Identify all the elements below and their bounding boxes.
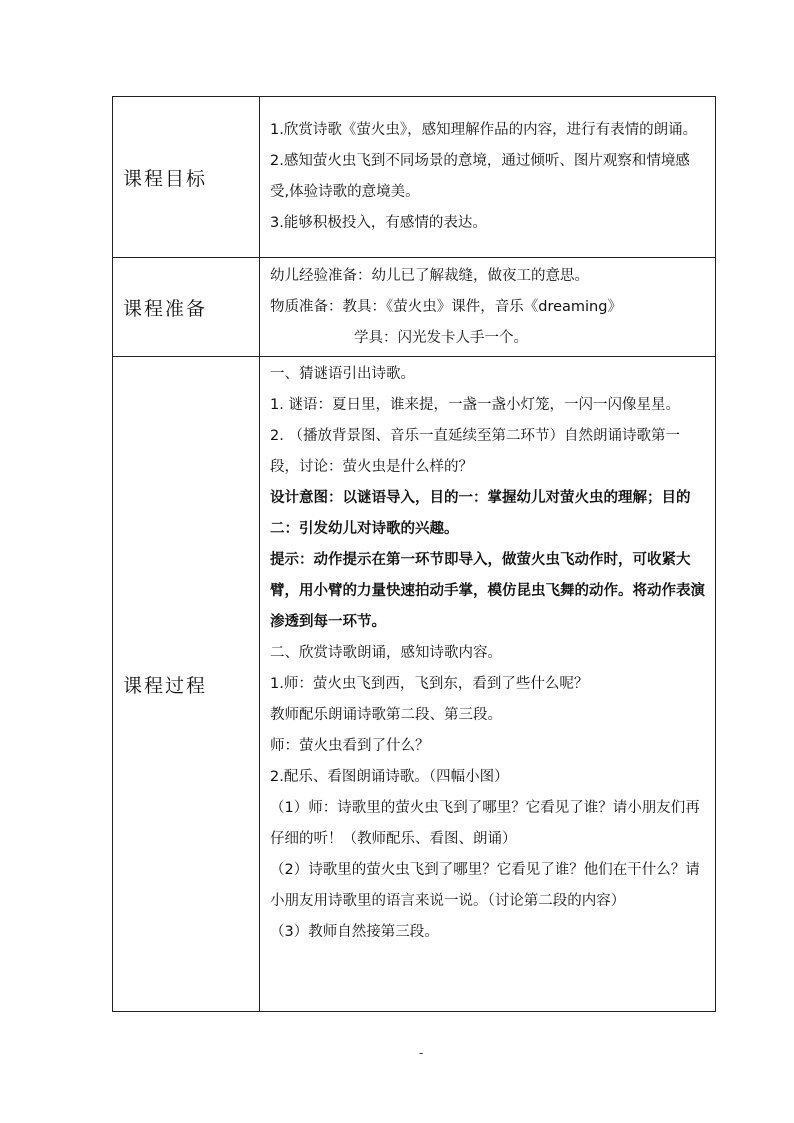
process-line-10: 2.配乐、看图朗诵诗歌。（四幅小图）	[270, 769, 509, 785]
process-line-9: 师：萤火虫看到了什么？	[270, 738, 430, 754]
goal-line-2: 2.感知萤火虫飞到不同场景的意境，通过倾听、图片观察和情境感受,体验诗歌的意境美。	[270, 153, 690, 200]
process-line-2: 1. 谜语：夏日里，谁来提，一盏一盏小灯笼，一闪一闪像星星。	[270, 397, 680, 413]
process-line-13: （3）教师自然接第三段。	[270, 924, 439, 940]
process-line-7: 1.师：萤火虫飞到西，飞到东，看到了些什么呢？	[270, 676, 589, 692]
process-label-cell	[113, 357, 260, 1012]
prep-line-2: 物质准备：教具：《萤火虫》课件，音乐《dreaming》	[270, 298, 622, 315]
lesson-plan-table	[112, 96, 716, 1012]
prep-line-1: 幼儿经验准备：幼儿已了解裁缝，做夜工的意思。	[270, 267, 589, 284]
preparation-label: 课程准备	[123, 297, 208, 320]
process-line-11: （1）师：诗歌里的萤火虫飞到了哪里？它看见了谁？请小朋友们再仔细的听！（教师配乐、看图、朗诵）	[270, 800, 700, 847]
process-line-8: 教师配乐朗诵诗歌第二段、第三段。	[270, 707, 502, 723]
action-tip-text: 提示：动作提示在第一环节即导入，做萤火虫飞动作时，可收紧大臂，用小臂的力量快速拍动手掌，模仿昆虫飞舞的动作。将动作表演渗透到每一环节。	[270, 552, 705, 630]
preparation-label-cell	[113, 258, 260, 357]
goal-line-1: 1.欣赏诗歌《萤火虫》，感知理解作品的内容，进行有表情的朗诵。	[270, 122, 698, 138]
goals-label-cell	[113, 97, 260, 258]
page-number-mark: -	[419, 1046, 424, 1060]
design-intent-text: 设计意图：以谜语导入，目的一：掌握幼儿对萤火虫的理解；目的二：引发幼儿对诗歌的兴趣。	[270, 490, 691, 537]
process-label: 课程过程	[123, 674, 208, 697]
process-line-1: 一、猜谜语引出诗歌。	[270, 366, 415, 382]
goals-label: 课程目标	[123, 167, 208, 190]
process-line-6: 二、欣赏诗歌朗诵，感知诗歌内容。	[270, 645, 502, 661]
process-content-cell	[260, 357, 716, 1012]
preparation-content-cell	[260, 258, 716, 357]
preparation-row	[113, 258, 716, 357]
goals-content-cell	[260, 97, 716, 258]
prep-line-3: 学具：闪光发卡人手一个。	[354, 329, 528, 346]
goals-row	[113, 97, 716, 258]
process-line-3: 2. （播放背景图、音乐一直延续至第二环节）自然朗诵诗歌第一段，讨论：萤火虫是什么样的？	[270, 428, 680, 475]
goal-line-3: 3.能够积极投入，有感情的表达。	[270, 215, 487, 231]
process-line-12: （2）诗歌里的萤火虫飞到了哪里？它看见了谁？他们在干什么？请小朋友用诗歌里的语言来说一说。（讨论第二段的内容）	[270, 862, 700, 909]
process-row	[113, 357, 716, 1012]
